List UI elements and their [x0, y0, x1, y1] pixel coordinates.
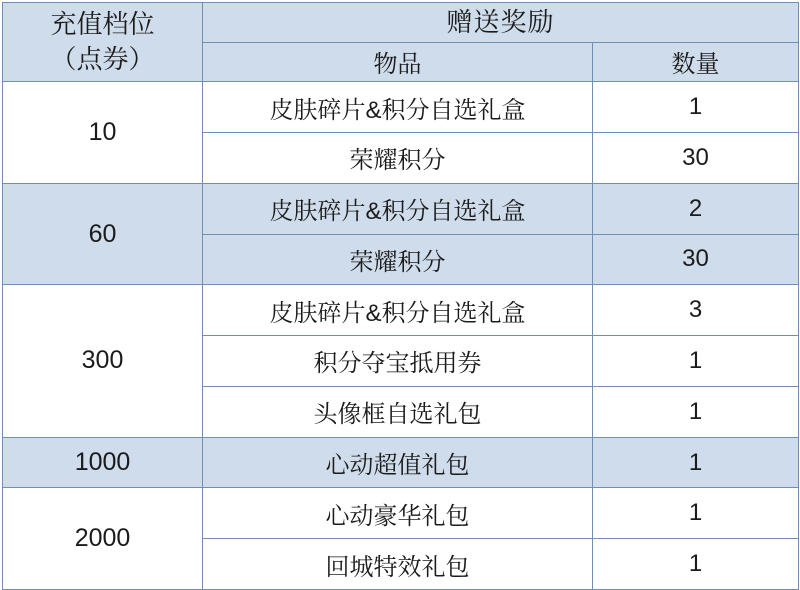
table-row: [3, 488, 799, 539]
item-cell: 荣耀积分: [203, 132, 593, 183]
item-cell: 皮肤碎片&积分自选礼盒: [203, 183, 593, 234]
table-row: [3, 183, 799, 234]
item-cell: 心动豪华礼包: [203, 488, 593, 539]
quantity-cell: 1: [593, 82, 799, 133]
item-cell: 皮肤碎片&积分自选礼盒: [203, 82, 593, 133]
header-reward-title: 赠送奖励: [203, 3, 799, 43]
quantity-cell: 3: [593, 285, 799, 336]
quantity-cell: 1: [593, 437, 799, 488]
header-row-top: [3, 3, 799, 43]
item-cell: 回城特效礼包: [203, 539, 593, 590]
quantity-cell: 1: [593, 488, 799, 539]
header-quantity: 数量: [593, 42, 799, 82]
tier-cell: 2000: [3, 488, 203, 590]
table-row: [3, 82, 799, 133]
tier-cell: 10: [3, 82, 203, 184]
item-cell: 皮肤碎片&积分自选礼盒: [203, 285, 593, 336]
tier-cell: 1000: [3, 437, 203, 488]
quantity-cell: 30: [593, 132, 799, 183]
table-row: [3, 285, 799, 336]
item-cell: 荣耀积分: [203, 234, 593, 285]
header-recharge-tier: [3, 3, 203, 82]
tier-cell: 300: [3, 285, 203, 437]
item-cell: 头像框自选礼包: [203, 386, 593, 437]
quantity-cell: 1: [593, 336, 799, 387]
quantity-cell: 1: [593, 386, 799, 437]
tier-cell: 60: [3, 183, 203, 285]
recharge-reward-table: [2, 2, 799, 590]
quantity-cell: 30: [593, 234, 799, 285]
item-cell: 积分夺宝抵用券: [203, 336, 593, 387]
table-body: [3, 82, 799, 590]
item-cell: 心动超值礼包: [203, 437, 593, 488]
header-recharge-tier-line2: （点券）: [50, 44, 155, 75]
quantity-cell: 2: [593, 183, 799, 234]
header-recharge-tier-line1: 充值档位: [50, 9, 155, 39]
header-item: 物品: [203, 42, 593, 82]
quantity-cell: 1: [593, 539, 799, 590]
table-row: [3, 437, 799, 488]
table-header: [3, 3, 799, 82]
